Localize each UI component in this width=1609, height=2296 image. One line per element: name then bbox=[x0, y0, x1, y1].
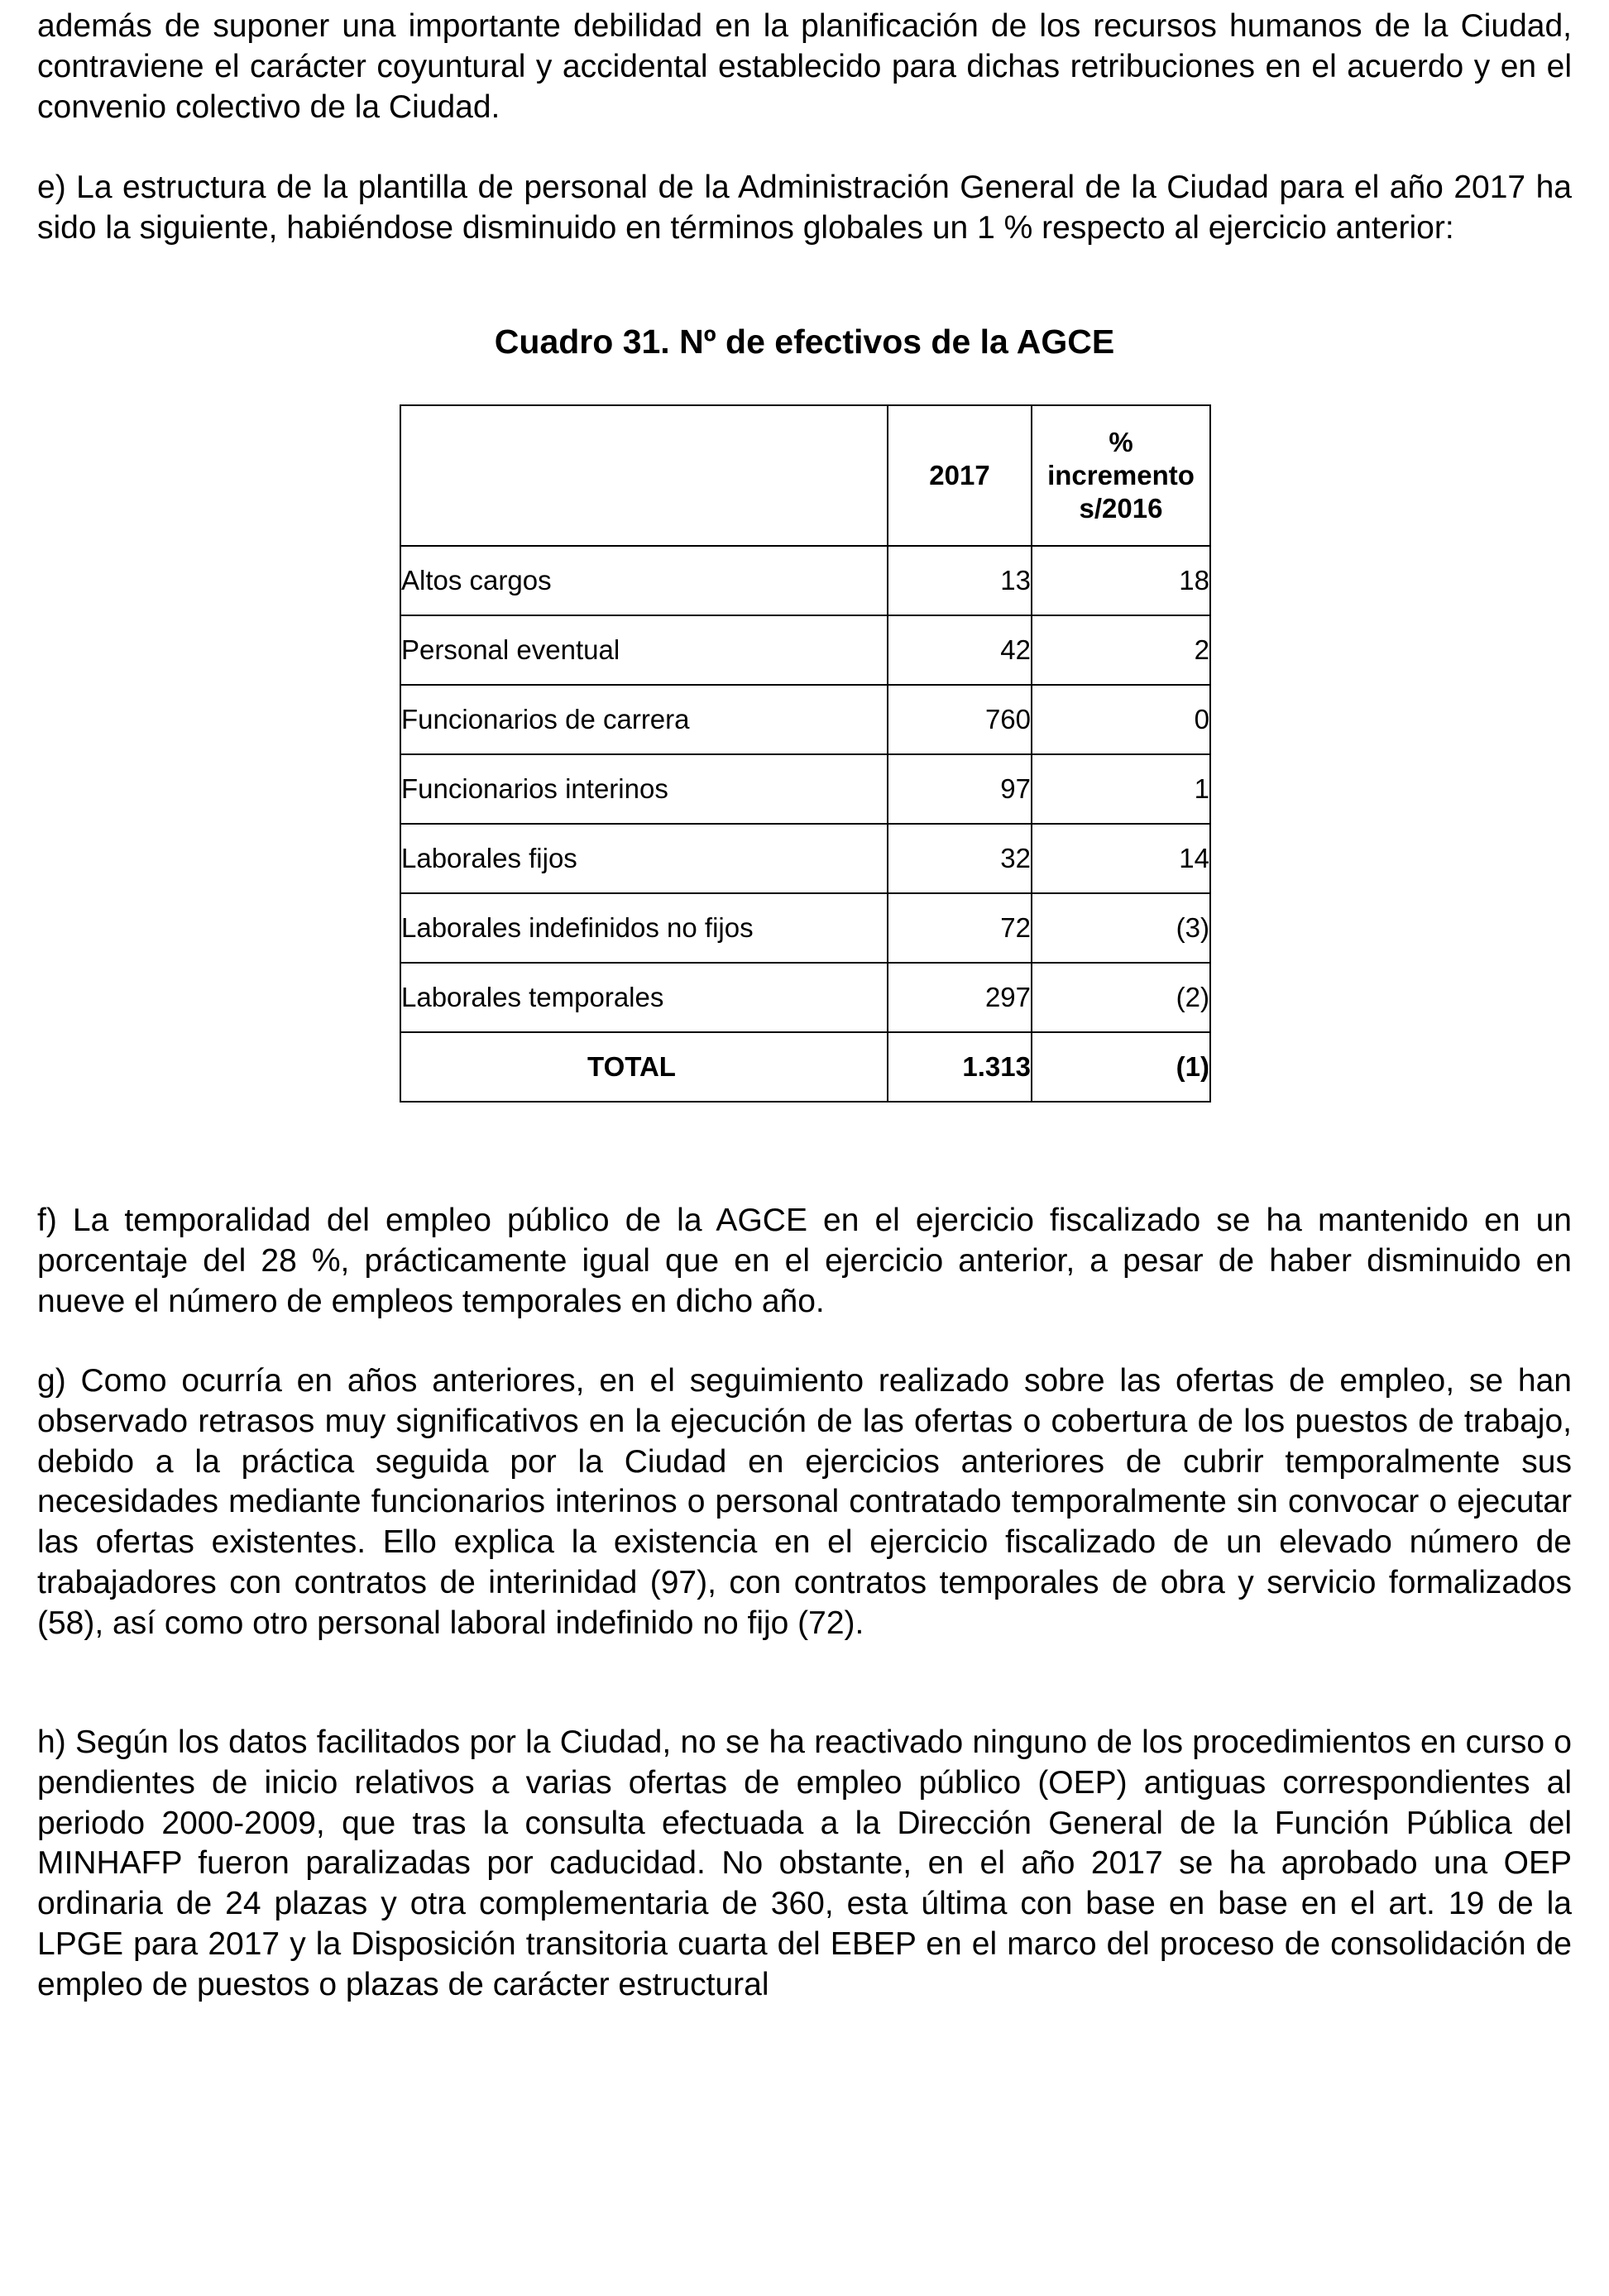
row-pct: (2) bbox=[1032, 963, 1210, 1032]
row-label: Funcionarios de carrera bbox=[400, 685, 888, 754]
row-pct: (3) bbox=[1032, 893, 1210, 963]
table-row bbox=[400, 963, 1210, 1032]
row-label: Personal eventual bbox=[400, 615, 888, 685]
table-header-row bbox=[400, 405, 1210, 546]
staff-table bbox=[400, 404, 1211, 1103]
row-value: 97 bbox=[888, 754, 1032, 824]
table-title: Cuadro 31. Nº de efectivos de la AGCE bbox=[494, 323, 1115, 361]
paragraph-h: h) Según los datos facilitados por la Ciudad, no se ha reactivado ninguno de los procedimientos en curso o pendientes de inicio relativos a varias ofertas de empleo público (OEP) antiguas correspondientes al periodo 2000-2009, que tras la consulta efectuada a la Dirección General de la Función Pública del MINHAFP fueron paralizadas por caducidad. No obstante, en el año 2017 se ha aprobado una OEP ordinaria de 24 plazas y otra complementaria de 360, esta última con base en base en el art. 19 de la LPGE para 2017 y la Disposición transitoria cuarta del EBEP en el marco del proceso de consolidación de empleo de puestos o plazas de carácter estructural bbox=[37, 1724, 1572, 2002]
header-pct-line3: s/2016 bbox=[1079, 493, 1163, 524]
paragraph-e: e) La estructura de la plantilla de personal de la Administración General de la Ciudad para el año 2017 ha sido la siguiente, habiéndose disminuido en términos globales un 1 % respecto al ejercicio anterior: bbox=[37, 170, 1572, 246]
table-row bbox=[400, 615, 1210, 685]
row-label: Laborales temporales bbox=[400, 963, 888, 1032]
row-value: 42 bbox=[888, 615, 1032, 685]
row-label: Laborales indefinidos no fijos bbox=[400, 893, 888, 963]
row-pct: 18 bbox=[1032, 546, 1210, 615]
row-pct: 2 bbox=[1032, 615, 1210, 685]
total-value: 1.313 bbox=[888, 1032, 1032, 1102]
row-label: Laborales fijos bbox=[400, 824, 888, 893]
row-value: 297 bbox=[888, 963, 1032, 1032]
header-pct-increase bbox=[1032, 405, 1210, 546]
table-row bbox=[400, 754, 1210, 824]
row-label: Altos cargos bbox=[400, 546, 888, 615]
header-pct-line1: % bbox=[1109, 427, 1133, 457]
row-pct: 1 bbox=[1032, 754, 1210, 824]
table-row bbox=[400, 685, 1210, 754]
row-value: 13 bbox=[888, 546, 1032, 615]
row-label: Funcionarios interinos bbox=[400, 754, 888, 824]
total-pct: (1) bbox=[1032, 1032, 1210, 1102]
row-pct: 14 bbox=[1032, 824, 1210, 893]
row-pct: 0 bbox=[1032, 685, 1210, 754]
row-value: 72 bbox=[888, 893, 1032, 963]
header-year: 2017 bbox=[888, 405, 1032, 546]
table-row bbox=[400, 893, 1210, 963]
paragraph-continuation: además de suponer una importante debilidad en la planificación de los recursos humanos de la Ciudad, contraviene el carácter coyuntural y accidental establecido para dichas retribuciones en el acuerdo y en el convenio colectivo de la Ciudad. bbox=[37, 8, 1572, 125]
table-total-row bbox=[400, 1032, 1210, 1102]
paragraph-g: g) Como ocurría en años anteriores, en el seguimiento realizado sobre las ofertas de empleo, se han observado retrasos muy significativos en la ejecución de las ofertas o cobertura de los puestos de trabajo, debido a la práctica seguida por la Ciudad en ejercicios anteriores de cubrir temporalmente sus necesidades mediante funcionarios interinos o personal contratado temporalmente sin convocar o ejecutar las ofertas existentes. Ello explica la existencia en el ejercicio fiscalizado de un elevado número de trabajadores con contratos de interinidad (97), con contratos temporales de obra y servicio formalizados (58), así como otro personal laboral indefinido no fijo (72). bbox=[37, 1363, 1572, 1641]
header-empty bbox=[400, 405, 888, 546]
row-value: 760 bbox=[888, 685, 1032, 754]
paragraph-f: f) La temporalidad del empleo público de la AGCE en el ejercicio fiscalizado se ha mantenido en un porcentaje del 28 %, prácticamente igual que en el ejercicio anterior, a pesar de haber disminuido en nueve el número de empleos temporales en dicho año. bbox=[37, 1203, 1572, 1319]
table-row bbox=[400, 546, 1210, 615]
header-pct-line2: incremento bbox=[1047, 460, 1195, 490]
total-label: TOTAL bbox=[400, 1032, 888, 1102]
table-row bbox=[400, 824, 1210, 893]
row-value: 32 bbox=[888, 824, 1032, 893]
